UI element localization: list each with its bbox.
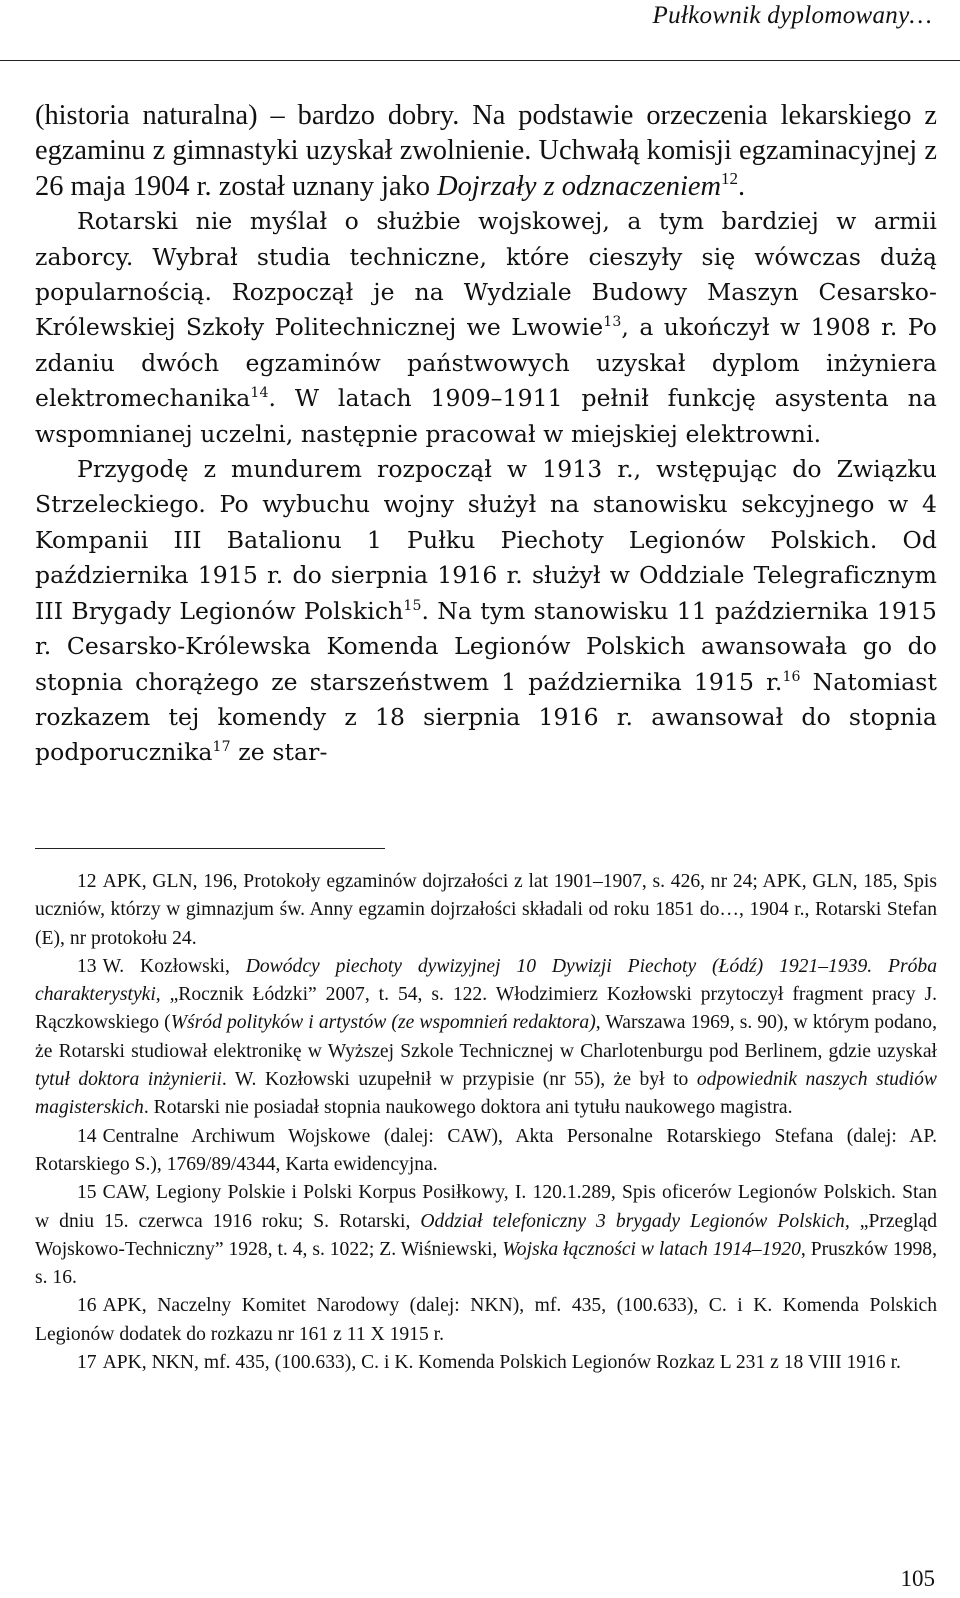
running-header-title: Pułkownik dyplomowany… [652,2,932,29]
body-p2-text-b: , a ukończył w 1908 r. Po zdaniu dwóch egzaminów państwowych uzyskał dyplom inżyniera elektromechanika [35,313,937,413]
body-text [35,98,937,771]
footnote-14-number: 14 [77,1125,97,1147]
body-paragraph-3 [35,452,937,771]
footnote-15-text-c: , Pruszków 1998, s. 16. [35,1238,937,1289]
body-p1-italic: Dojrzały z odznaczeniem [437,170,721,202]
footnote-13-italic-4: odpowiednik naszych studiów magisterskich [35,1069,937,1119]
footnote-13 [35,953,937,1123]
footnote-16 [35,1292,937,1349]
footnote-15-text-b: „Przegląd Wojskowo-Techniczny” 1928, t. 4, s. 1022; Z. Wiśniewski, [35,1210,937,1260]
body-p2-text-c: . W latach 1909–1911 pełnił funkcję asystenta na wspomnianej uczelni, następnie pracował w miejskiej elektrowni. [35,384,937,448]
footnote-ref-15: 15 [403,597,422,614]
page-number: 105 [900,1566,935,1591]
footnote-13-italic-3: tytuł doktora inżynierii [35,1069,222,1091]
footnote-15-number: 15 [77,1182,97,1204]
footnote-14 [35,1123,937,1180]
footnote-13-italic-1: Dowódcy piechoty dywizyjnej 10 Dywizji Piechoty (Łódź) 1921–1939. Próba charakterystyki [35,955,937,1006]
footnote-17 [35,1349,937,1377]
footnote-16-number: 16 [77,1295,97,1317]
footnote-15-text-a: CAW, Legiony Polskie i Polski Korpus Posiłkowy, I. 120.1.289, Spis oficerów Legionów Polskich. Stan w dniu 15. czerwca 1916 roku; S. Rotarski, [35,1182,937,1232]
footnote-ref-16: 16 [782,668,801,685]
body-p3-text-d: ze star- [230,738,328,767]
body-p1-text: (historia naturalna) – bardzo dobry. Na podstawie orzeczenia lekarskiego z egzaminu z gimnastyki uzyskał zwolnienie. Uchwałą komisji egzaminacyjnej z 26 maja 1904 r. został uznany jako [35,100,937,202]
footnote-15-italic-2: Wojska łączności w latach 1914–1920 [502,1238,801,1260]
footnote-16-text: APK, Naczelny Komitet Narodowy (dalej: NKN), mf. 435, (100.633), C. i K. Komenda Polskich Legionów dodatek do rozkazu nr 161 z 11 X 1915 r. [35,1295,937,1345]
body-paragraph-2 [35,204,937,452]
footnote-12-number: 12 [77,871,97,892]
body-p1-end: . [738,170,746,202]
footnote-13-text-d: . W. Kozłowski uzupełnił w przypisie (nr 55), że był to [221,1069,697,1091]
footnote-ref-13: 13 [603,314,622,331]
footnote-ref-14: 14 [250,385,269,402]
footnote-13-text-c: , Warszawa 1969, s. 90), w którym podano, że Rotarski studiował elektronikę w Wyższej Szkole Technicznej w Charlotenburgu pod Berlinem, gdzie uzyskał [35,1012,937,1062]
body-p3-text-c: Natomiast rozkazem tej komendy z 18 sierpnia 1916 r. awansował do stopnia podporucznika [35,667,937,767]
footnote-ref-17: 17 [212,739,231,756]
footnote-17-number: 17 [77,1352,97,1374]
footnote-13-text-e: . Rotarski nie posiadał stopnia naukowego doktora ani tytułu naukowego magistra. [143,1097,793,1119]
footnote-13-number: 13 [77,955,97,977]
running-header [0,0,960,61]
footnote-15 [35,1179,937,1292]
footnotes [35,868,937,1377]
body-p2-text-a: Rotarski nie myślał o służbie wojskowej, a tym bardziej w armii zaborcy. Wybrał studia techniczne, które cieszyły się wówczas dużą popularnością. Rozpoczął je na Wydziale Budowy Maszyn Cesarsko-Królewskiej Szkoły Politechnicznej we Lwowie [35,207,937,342]
footnote-14-text: Centralne Archiwum Wojskowe (dalej: CAW), Akta Personalne Rotarskiego Stefana (dalej: AP. Rotarskiego S.), 1769/89/4344, Karta ewidencyjna. [35,1125,937,1175]
footnote-separator [35,848,385,849]
footnote-ref-12: 12 [721,168,739,188]
footnote-13-text-b: , „Rocznik Łódzki” 2007, t. 54, s. 122. Włodzimierz Kozłowski przytoczył fragment pracy J. Rączkowskiego ( [35,984,937,1034]
body-paragraph-1 [35,98,937,204]
footnote-17-text: APK, NKN, mf. 435, (100.633), C. i K. Komenda Polskich Legionów Rozkaz L 231 z 18 VIII 1916 r. [102,1352,901,1374]
footnote-12-text: APK, GLN, 196, Protokoły egzaminów dojrzałości z lat 1901–1907, s. 426, nr 24; APK, GLN, 185, Spis uczniów, którzy w gimnazjum św. Anny egzamin dojrzałości składali od roku 1851 do…, 1904 r., Rotarski Stefan (E), nr protokołu 24. [35,871,937,949]
footnote-13-italic-2: Wśród polityków i artystów (ze wspomnień redaktora) [170,1012,596,1034]
body-p3-text-b: . Na tym stanowisku 11 października 1915 r. Cesarsko-Królewska Komenda Legionów Polskich awansowała go do stopnia chorążego ze starszeństwem 1 października 1915 r. [35,596,937,696]
footnote-15-italic-1: Oddział telefoniczny 3 brygady Legionów Polskich, [420,1210,850,1232]
body-p3-text-a: Przygodę z mundurem rozpoczął w 1913 r., wstępując do Związku Strzeleckiego. Po wybuchu wojny służył na stanowisku sekcyjnego w 4 Kompanii III Batalionu 1 Pułku Piechoty Legionów Polskich. Od października 1915 r. do sierpnia 1916 r. służył w Oddziale Telegraficznym III Brygady Legionów Polskich [35,455,937,625]
footnote-13-text-a: W. Kozłowski, [102,955,246,977]
footnote-12 [35,868,937,953]
